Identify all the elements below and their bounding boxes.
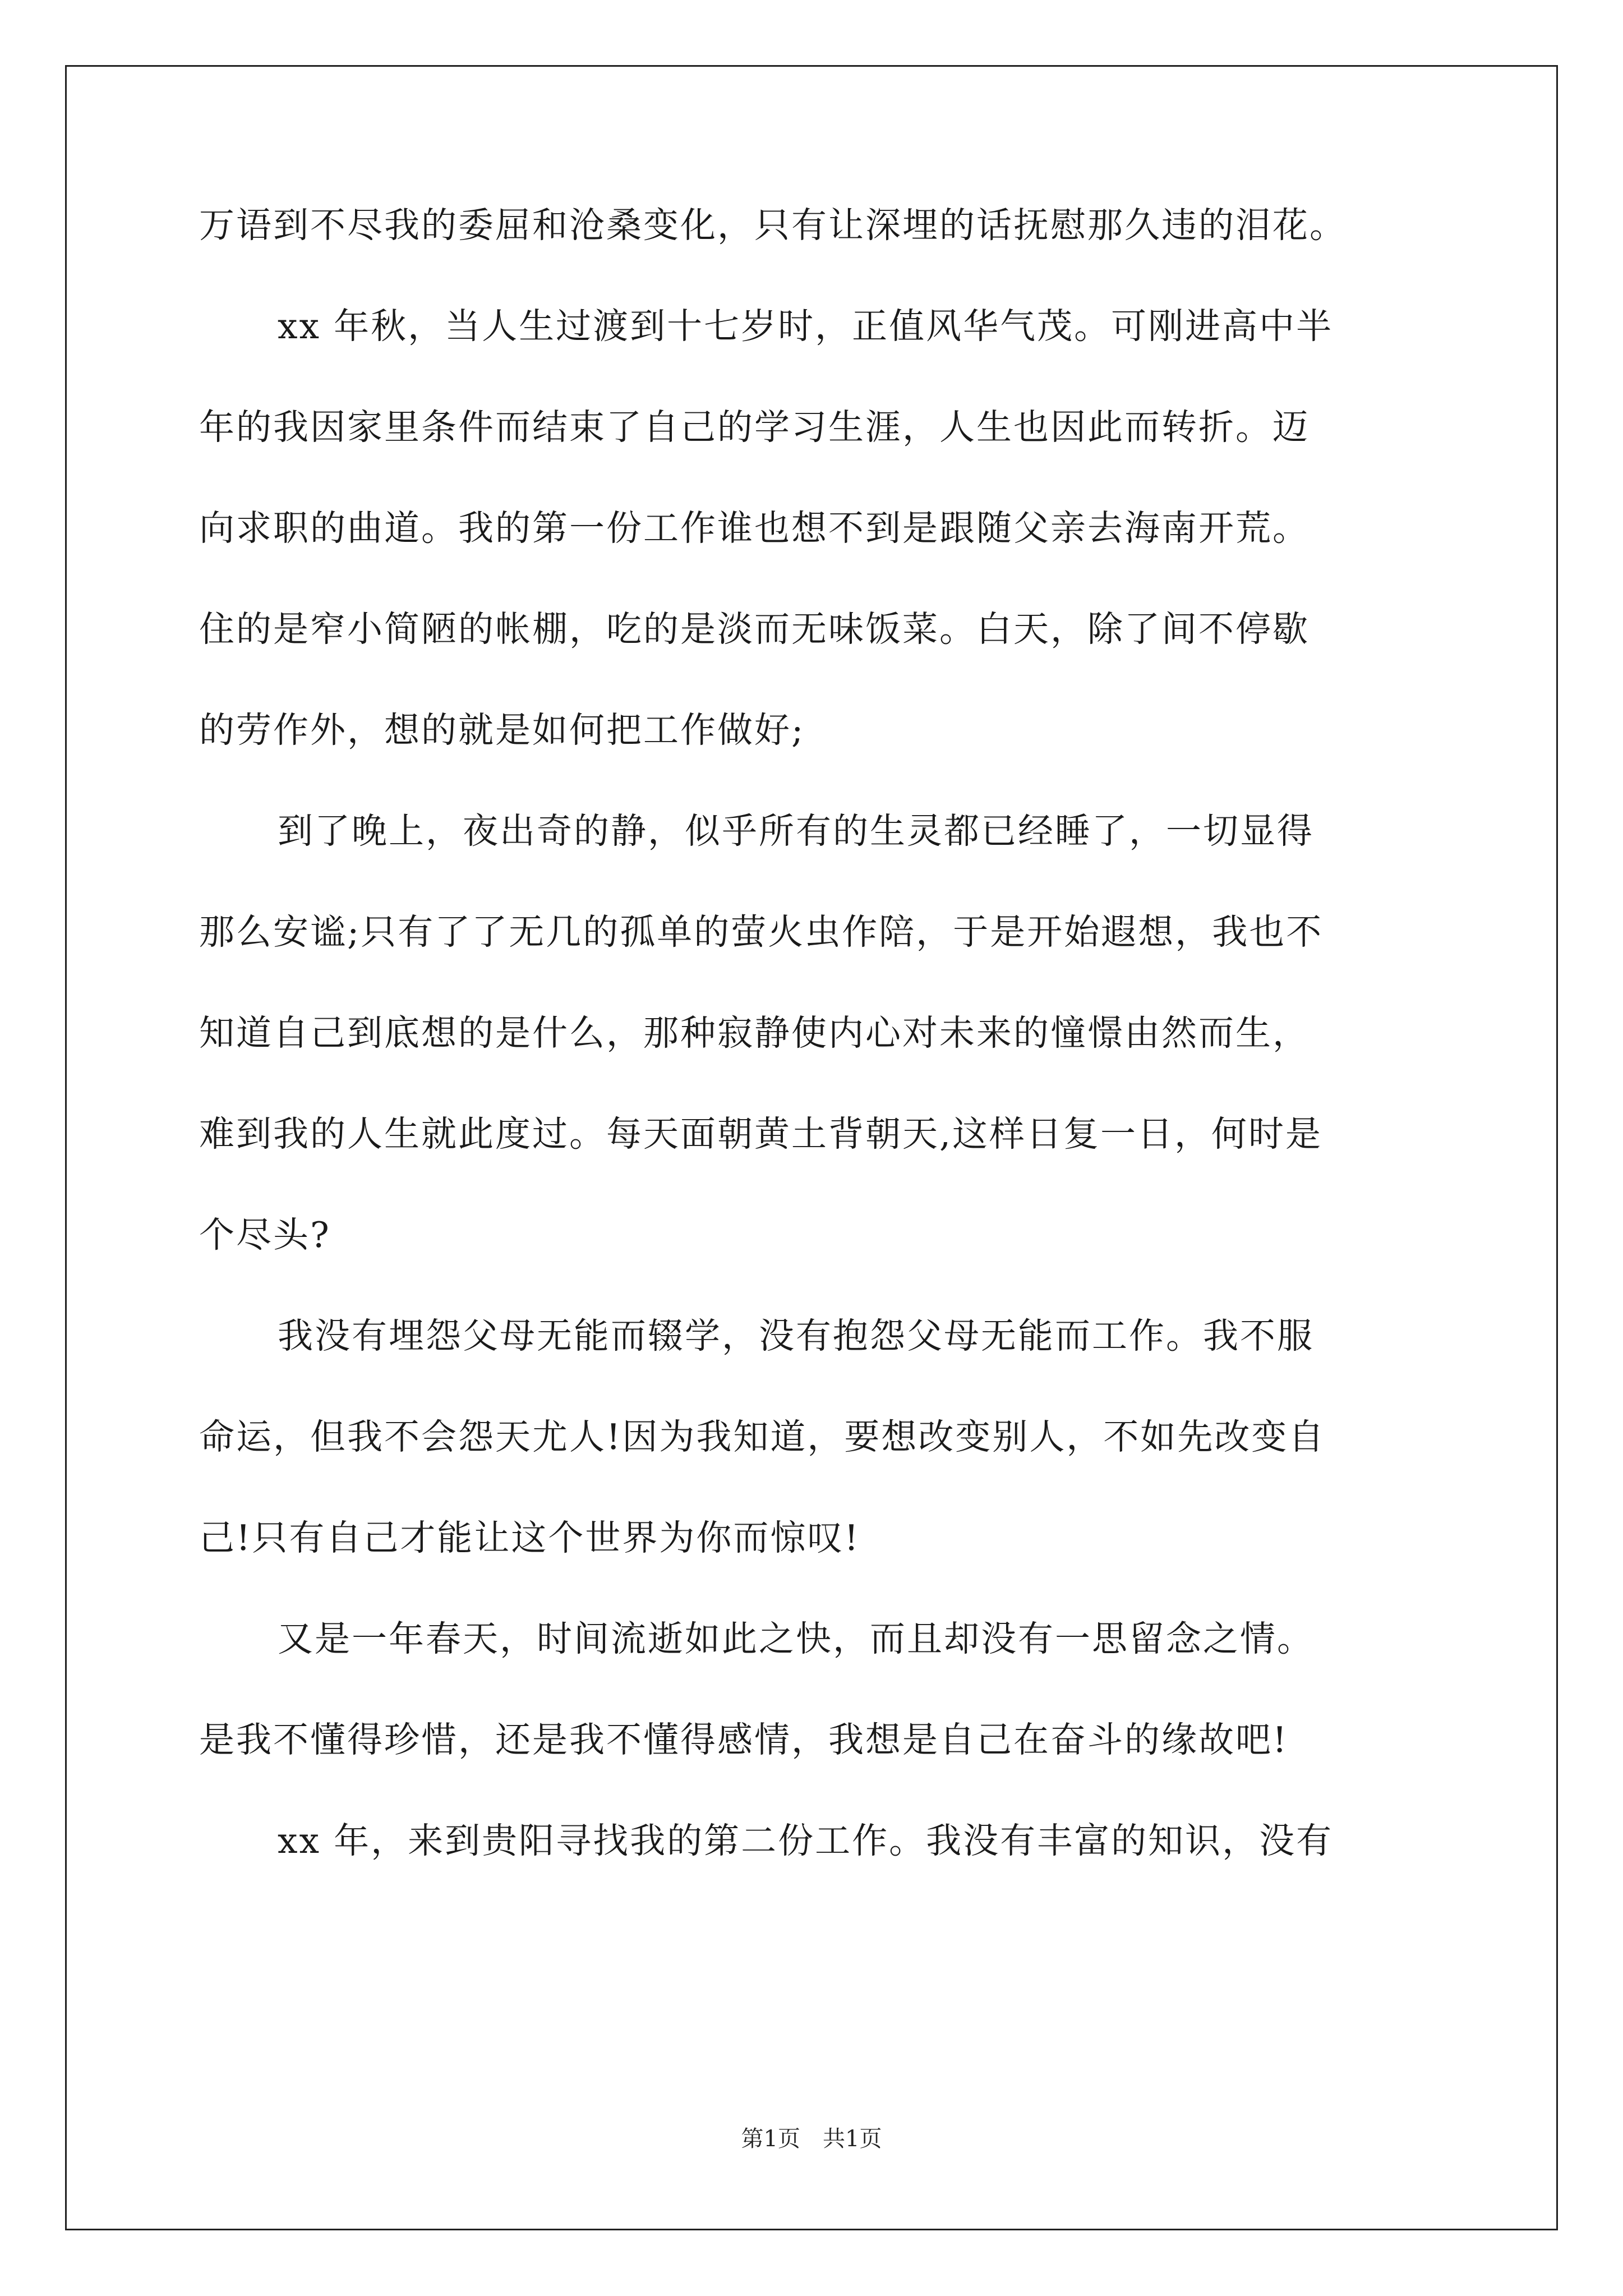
text-line: 又是一年春天，时间流逝如此之快，而且却没有一思留念之情。 bbox=[278, 1618, 1314, 1659]
text-line: xx 年，来到贵阳寻找我的第二份工作。我没有丰富的知识，没有 bbox=[278, 1820, 1334, 1861]
text-line: 个尽头? bbox=[199, 1214, 331, 1255]
text-line: 难到我的人生就此度过。每天面朝黄土背朝天,这样日复一日，何时是 bbox=[199, 1114, 1323, 1154]
text-line: xx 年秋，当人生过渡到十七岁时，正值风华气茂。可刚进高中半 bbox=[278, 306, 1334, 347]
page-total: 共1页 bbox=[823, 2126, 882, 2152]
text-line: 向求职的曲道。我的第一份工作谁也想不到是跟随父亲去海南开荒。 bbox=[199, 508, 1310, 549]
text-line: 己!只有自己才能让这个世界为你而惊叹! bbox=[199, 1517, 860, 1558]
text-line: 到了晚上，夜出奇的静，似乎所有的生灵都已经睡了，一切显得 bbox=[278, 811, 1314, 852]
text-line: 住的是窄小简陋的帐棚，吃的是淡而无味饭菜。白天，除了间不停歇 bbox=[199, 609, 1310, 650]
text-line: 我没有埋怨父母无能而辍学，没有抱怨父母无能而工作。我不服 bbox=[278, 1315, 1314, 1356]
text-line: 年的我因家里条件而结束了自己的学习生涯，人生也因此而转折。迈 bbox=[199, 407, 1310, 448]
text-line: 那么安谧;只有了了无几的孤单的萤火虫作陪，于是开始遐想，我也不 bbox=[199, 912, 1324, 953]
page-footer bbox=[0, 2126, 1623, 2152]
text-line: 命运，但我不会怨天尤人!因为我知道，要想改变别人，不如先改变自 bbox=[199, 1416, 1326, 1457]
text-line: 的劳作外，想的就是如何把工作做好; bbox=[199, 710, 805, 751]
page-number: 第1页 bbox=[741, 2126, 800, 2152]
document-body bbox=[199, 205, 1438, 1924]
text-line: 是我不懂得珍惜，还是我不懂得感情，我想是自己在奋斗的缘故吧! bbox=[199, 1719, 1289, 1760]
text-line: 知道自己到底想的是什么，那种寂静使内心对未来的憧憬由然而生， bbox=[199, 1013, 1310, 1053]
text-line: 万语到不尽我的委屈和沧桑变化，只有让深埋的话抚慰那久违的泪花。 bbox=[199, 205, 1347, 246]
